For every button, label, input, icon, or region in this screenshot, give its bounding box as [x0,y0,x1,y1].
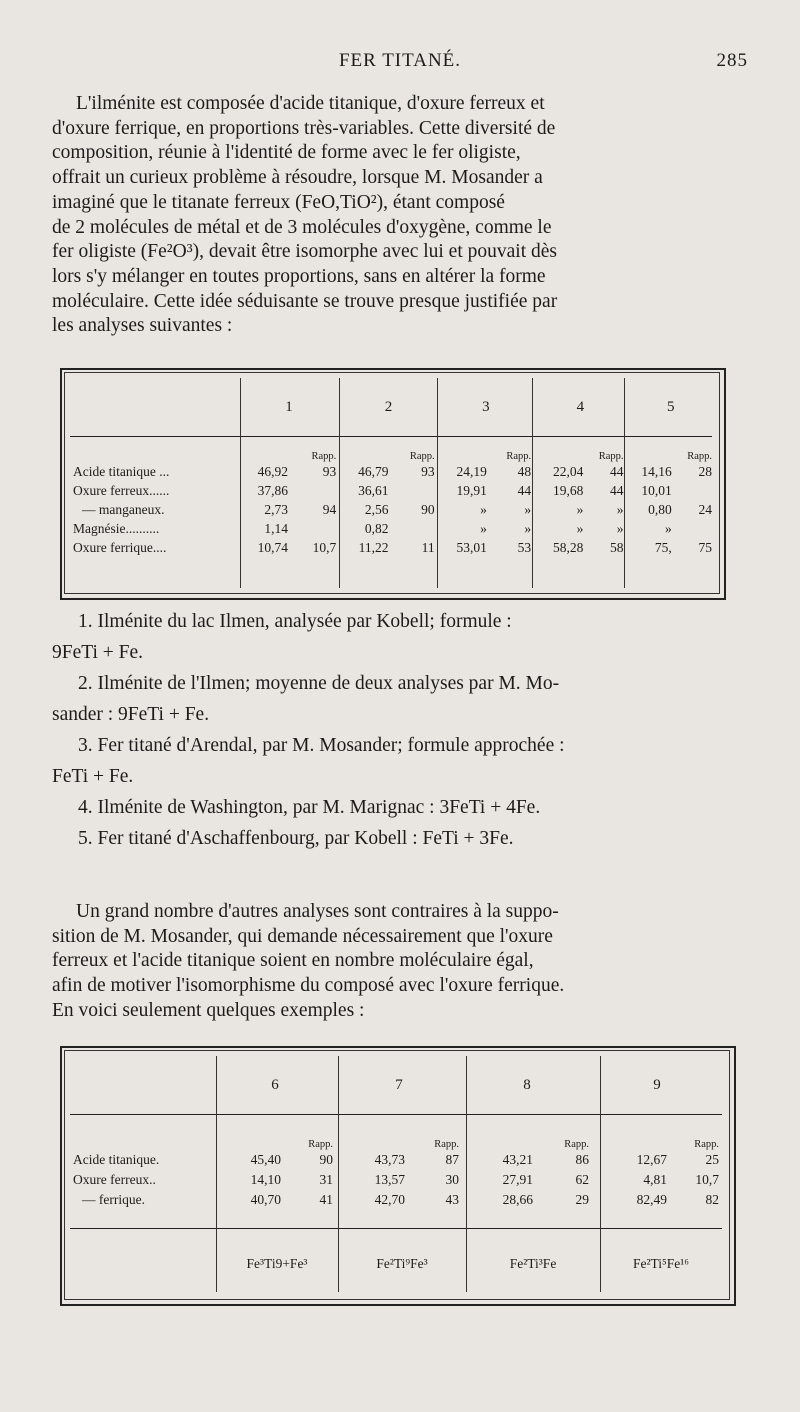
table2-formula-rule [70,1228,722,1229]
rapp-label: Rapp. [598,451,624,462]
column-header: 1 [285,398,293,415]
table-cell: 44 [517,482,532,498]
table-cell: 0,80 [648,501,672,517]
table-cell: 29 [575,1192,589,1207]
text-line: sition de M. Mosander, qui demande nécessairement que l'oxure [52,925,553,947]
table-cell: » [664,520,672,536]
table-cell: 19,91 [456,482,487,498]
table-row [70,538,715,558]
text-line: offrait un curieux problème à résoudre, lorsque M. Mosander a [52,167,543,189]
table-row [70,500,715,519]
table2 [70,1070,722,1210]
column-header: 7 [395,1076,403,1093]
table-cell: 0,82 [364,520,389,536]
note-line: sander : 9FeTi + Fe. [52,704,210,725]
table-cell: 4,81 [643,1172,667,1187]
table-cell: » [480,501,487,517]
intro-paragraph [52,92,720,339]
table-cell: 12,67 [636,1152,667,1167]
table-cell: 75 [698,540,712,555]
rapp-label: Rapp. [506,451,532,462]
table-cell: 13,57 [374,1172,405,1187]
note-line: FeTi + Fe. [52,766,134,787]
text-line: fer oligiste (Fe²O³), devait être isomorphe avec lui et pouvait dès [52,241,557,263]
rapp-label: Rapp. [687,451,712,462]
text-line: imaginé que le titanate ferreux (FeO,TiO²), étant composé [52,191,505,213]
table-row [70,1150,722,1170]
table-cell: 58 [610,540,624,555]
table-cell: 82 [705,1192,719,1207]
table-cell: 11,22 [358,540,389,555]
table-cell: 86 [575,1152,589,1167]
formula-6: Fe³Ti9+Fe³ [246,1256,308,1271]
table-cell: 19,68 [552,482,584,498]
table-row [70,1190,722,1210]
text-line: lors s'y mélanger en toutes proportions, sans en altérer la forme [52,265,546,287]
column-header: 9 [653,1076,661,1093]
table-cell: 27,91 [502,1172,533,1187]
table-cell: 22,04 [552,463,584,479]
table2-rapp-row [70,1100,722,1150]
formula-8: Fe²Ti³Fe [509,1256,557,1271]
table-cell: » [616,520,624,536]
table-cell: 31 [319,1172,333,1187]
table1-header-row [70,392,715,422]
column-header: 5 [667,398,675,415]
rapp-label: Rapp. [409,451,435,462]
rapp-label: Rapp. [564,1139,589,1150]
column-header: 8 [523,1076,531,1093]
table-cell [291,519,339,538]
rapp-label: Rapp. [694,1139,719,1150]
running-head [52,50,748,78]
table1-rapp-row [70,422,715,462]
table-cell: » [616,501,624,517]
note-line: 3. Fer titané d'Arendal, par M. Mosander; formule approchée : [78,735,565,756]
table-cell: 25 [705,1152,719,1167]
table-cell: 43,21 [502,1152,533,1167]
table-cell: 53 [517,540,532,555]
formula-9: Fe²Ti⁵Fe¹⁶ [632,1256,690,1271]
table-cell: » [480,520,487,536]
table-cell: 28 [698,463,712,479]
analysis-notes [52,606,720,854]
table-cell: 30 [445,1172,459,1187]
table-cell: 43 [445,1192,459,1207]
rapp-label: Rapp. [308,1139,333,1150]
table-cell: 48 [517,463,532,479]
table-cell: 87 [445,1152,459,1167]
table-cell: 93 [322,463,337,479]
table-cell: 40,70 [250,1192,281,1207]
table-row [70,519,715,538]
row-label: Oxure ferrique.... [73,540,167,555]
table-cell: 45,40 [250,1152,281,1167]
row-label: Acide titanique. [73,1152,160,1167]
table2-header-row [70,1070,722,1100]
table-cell: 90 [319,1152,333,1167]
table-cell: 43,73 [374,1152,405,1167]
table-cell [675,519,715,538]
table-cell: » [524,501,532,517]
table-cell: 46,92 [257,463,289,479]
table-cell: 75, [654,540,672,555]
table-cell: 14,16 [641,463,672,479]
table1 [70,392,715,558]
text-line: les analyses suivantes : [52,315,233,337]
column-header: 3 [482,398,490,415]
second-paragraph [52,900,720,1024]
table-cell: 44 [610,463,624,479]
table-cell: 10,7 [695,1172,719,1187]
text-line: En voici seulement quelques exemples : [52,999,365,1021]
table-cell [391,519,437,538]
table-cell: 58,28 [552,540,584,555]
table-cell: » [524,520,532,536]
table-cell: 37,86 [257,482,289,498]
table-cell: » [576,520,584,536]
text-line: ferreux et l'acide titanique soient en nombre moléculaire égal, [52,950,534,972]
text-line: de 2 molécules de métal et de 3 molécules d'oxygène, comme le [52,216,552,238]
row-label: Magnésie.......... [73,520,160,536]
table-cell: 94 [322,501,337,517]
table-cell [291,481,339,500]
note-line: 9FeTi + Fe. [52,642,144,663]
table-cell: 46,79 [358,463,389,479]
table-cell: 82,49 [636,1192,667,1207]
table-cell: 90 [421,501,435,517]
text-line: afin de motiver l'isomorphisme du composé avec l'oxure ferrique. [52,975,565,997]
table-cell: 1,14 [264,520,289,536]
column-header: 6 [271,1076,279,1093]
text-line: d'oxure ferrique, en proportions très-variables. Cette diversité de [52,117,556,139]
table-row [70,1170,722,1190]
table-cell: 10,01 [641,482,672,498]
text-line: composition, réunie à l'identité de forme avec le fer oligiste, [52,142,521,164]
table-cell: 2,56 [364,501,389,517]
table-cell: 2,73 [264,501,289,517]
table-cell: 36,61 [358,482,389,498]
table-cell: 53,01 [456,540,487,555]
table-cell: 24 [698,501,712,517]
column-header: 4 [576,398,585,415]
row-label: Acide titanique ... [73,463,170,479]
table-cell: 42,70 [374,1192,405,1207]
note-line: 1. Ilménite du lac Ilmen, analysée par Kobell; formule : [78,611,512,632]
text-line: moléculaire. Cette idée séduisante se trouve presque justifiée par [52,290,558,312]
table-cell: 41 [319,1192,333,1207]
running-title: FER TITANÉ. [338,50,462,71]
note-line: 2. Ilménite de l'Ilmen; moyenne de deux analyses par M. Mo- [78,673,560,694]
text-line: Un grand nombre d'autres analyses sont contraires à la suppo- [76,901,559,922]
table-cell: 93 [421,463,435,479]
text-line: L'ilménite est composée d'acide titanique, d'oxure ferreux et [76,93,545,114]
page-number: 285 [716,50,748,71]
table-cell: 24,19 [456,463,487,479]
formula-7: Fe²Ti⁹Fe³ [376,1256,428,1271]
table-cell: 10,7 [312,540,337,555]
row-label: — ferrique. [82,1192,145,1207]
row-label: — manganeux. [82,501,165,517]
table-cell: 11 [421,540,435,555]
table-row [70,462,715,481]
table-cell: 62 [575,1172,589,1187]
table-cell [675,481,715,500]
column-header: 2 [384,398,393,415]
table-cell: 10,74 [257,540,289,555]
table-cell [391,481,437,500]
table-cell: » [576,501,584,517]
row-label: Oxure ferreux.. [73,1172,156,1187]
table-cell: 14,10 [250,1172,281,1187]
row-label: Oxure ferreux...... [73,482,170,498]
table-cell: 44 [610,482,624,498]
table-cell: 28,66 [502,1192,533,1207]
note-line: 4. Ilménite de Washington, par M. Marignac : 3FeTi + 4Fe. [78,797,541,818]
note-line: 5. Fer titané d'Aschaffenbourg, par Kobell : FeTi + 3Fe. [78,828,514,849]
rapp-label: Rapp. [311,451,337,462]
rapp-label: Rapp. [434,1139,459,1150]
table-row [70,481,715,500]
